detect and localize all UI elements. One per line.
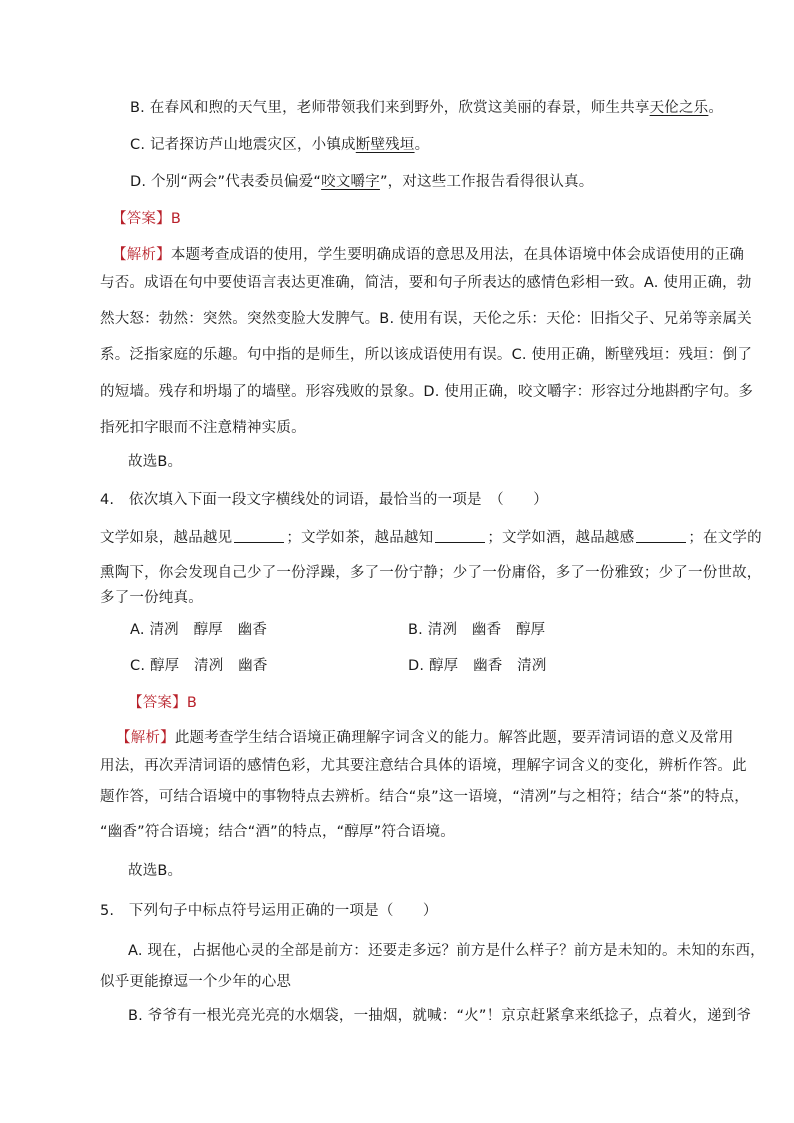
q3-answer-label: 【答案】: [112, 211, 171, 227]
q3-analysis-label: 【解析】: [112, 247, 171, 263]
q3-option-c-idiom: 断壁残垣: [355, 137, 415, 153]
q3-answer-value: B: [170, 211, 181, 227]
q3-analysis-line-3: 然大怒：勃然：突然。突然变脸大发脾气。B. 使用有误，天伦之乐：天伦：旧指父子、兄弟等亲属关: [100, 311, 752, 327]
q3-analysis-line-2: 与否。成语在句中要使语言表达更准确，简洁，要和句子所表达的感情色彩相一致。A. 使用正确，勃: [100, 275, 752, 291]
q4-passage-part-3: ；文学如酒，越品越感: [487, 530, 635, 546]
q3-analysis-line-5: 的短墙。残存和坍塌了的墙壁。形容残败的景象。D. 使用正确，咬文嚼字：形容过分地斟酌字句。多: [100, 384, 754, 400]
q4-passage-part-4: ；在文学的: [688, 530, 762, 546]
q4-blank-2: [435, 528, 485, 543]
q4-blank-1: [234, 528, 284, 543]
q4-analysis-line-3: 题作答，可结合语境中的事物特点去辨析。结合“泉”这一语境，“清冽”与之相符；结合“茶”的特点，: [100, 789, 749, 805]
q4-conclusion: 故选B。: [128, 863, 183, 879]
q4-blank-3: [636, 528, 686, 543]
q3-analysis-line-1: [112, 245, 744, 265]
q4-option-a: A. 清冽 醇厚 幽香: [130, 622, 268, 638]
q5-option-b-line-1: B. 爷爷有一根光亮光亮的水烟袋，一抽烟，就喊：“火”！京京赶紧拿来纸捻子，点着火，递到爷: [128, 1008, 752, 1024]
q4-answer-label: 【答案】: [128, 695, 187, 711]
q3-option-b-text: B. 在春风和煦的天气里，老师带领我们来到野外，欣赏这美丽的春景，师生共享: [130, 100, 650, 116]
q3-option-b-idiom: 天伦之乐: [649, 100, 709, 116]
q3-option-c: [130, 135, 429, 155]
q4-analysis-line-4: “幽香”符合语境；结合“酒”的特点，“醇厚”符合语境。: [100, 824, 455, 840]
q3-option-d-text: D. 个别“两会”代表委员偏爱“: [130, 174, 322, 190]
q5-stem: 5. 下列句子中标点符号运用正确的一项是（ ）: [100, 903, 438, 919]
q4-option-d: D. 醇厚 幽香 清冽: [408, 658, 547, 674]
q4-analysis-line-2: 用法，再次弄清词语的感情色彩，尤其要注意结合具体的语境，理解字词含义的变化，辨析作答。此: [100, 758, 747, 774]
q3-option-c-text: C. 记者探访芦山地震灾区，小镇成: [130, 137, 356, 153]
q4-passage-line-1: [100, 528, 762, 548]
q4-option-b: B. 清冽 幽香 醇厚: [408, 622, 546, 638]
q4-passage-part-2: ；文学如茶，越品越知: [286, 530, 434, 546]
q3-option-b: [130, 98, 723, 118]
q4-analysis-text-1: 此题考查学生结合语境正确理解字词含义的能力。解答此题，要弄清词语的意义及常用: [174, 730, 734, 746]
q4-analysis-label: 【解析】: [116, 730, 175, 746]
q3-analysis-line-4: 系。泛指家庭的乐趣。句中指的是师生，所以该成语使用有误。C. 使用正确，断壁残垣：残垣：倒了: [100, 347, 753, 363]
q3-option-d-idiom: 咬文嚼字: [321, 174, 380, 190]
q3-option-c-end: 。: [414, 137, 430, 153]
q4-passage-line-2: 熏陶下，你会发现自己少了一份浮躁，多了一份宁静；少了一份庸俗，多了一份雅致；少了一份世故，: [100, 565, 762, 581]
q3-answer: [112, 209, 181, 229]
q4-passage-part-1: 文学如泉，越品越见: [100, 530, 233, 546]
q4-option-c: C. 醇厚 清冽 幽香: [130, 658, 268, 674]
q4-answer: [128, 693, 197, 713]
q4-answer-value: B: [186, 695, 197, 711]
q5-option-a-line-1: A. 现在，占据他心灵的全部是前方：还要走多远？前方是什么样子？前方是未知的。未知的东西，: [128, 943, 765, 959]
q4-stem: 4. 依次填入下面一段文字横线处的词语，最恰当的一项是 （ ）: [100, 492, 548, 508]
q3-analysis-line-6: 指死扣字眼而不注意精神实质。: [100, 420, 306, 436]
q4-passage-line-3: 多了一份纯真。: [100, 590, 203, 606]
q5-option-a-line-2: 似乎更能撩逗一个少年的心思: [100, 974, 292, 990]
q3-option-b-end: 。: [708, 100, 724, 116]
q3-conclusion: 故选B。: [128, 454, 183, 470]
q3-option-d: [130, 172, 593, 192]
q4-analysis-line-1: [116, 728, 733, 748]
q3-option-d-end: ”，对这些工作报告看得很认真。: [379, 174, 594, 190]
q3-analysis-text-1: 本题考查成语的使用，学生要明确成语的意思及用法，在具体语境中体会成语使用的正确: [170, 247, 745, 263]
